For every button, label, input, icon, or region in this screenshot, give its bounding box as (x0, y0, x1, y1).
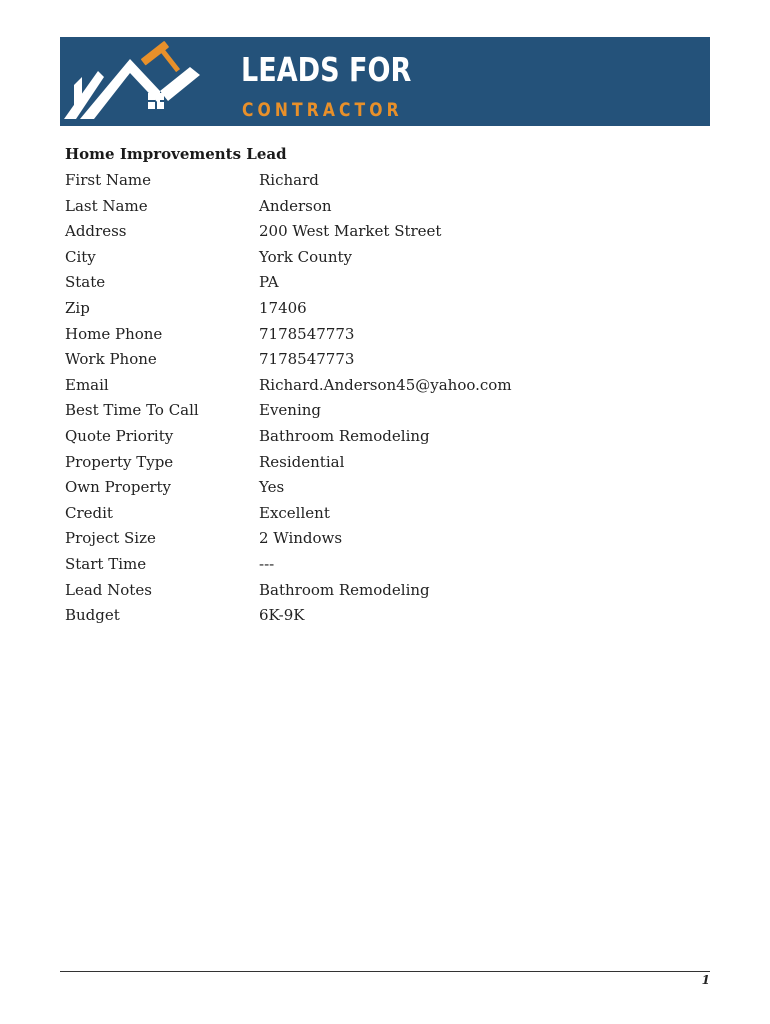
field-value: Yes (259, 478, 285, 497)
field-value: 6K-9K (259, 606, 305, 625)
field-value: Excellent (259, 503, 330, 522)
field-value: Richard.Anderson45@yahoo.com (259, 375, 512, 394)
field-label: Credit (65, 503, 113, 522)
field-value: Evening (259, 401, 322, 420)
field-label: Home Phone (65, 324, 163, 343)
field-label: Email (65, 375, 109, 394)
field-label: Lead Notes (65, 580, 152, 599)
field-label: State (65, 273, 106, 292)
field-label: Start Time (65, 554, 147, 573)
field-value: York County (259, 247, 352, 266)
field-label: Property Type (65, 452, 174, 471)
brand-name-line2: CONTRACTOR (242, 99, 403, 121)
field-value: --- (259, 554, 275, 573)
field-label: Project Size (65, 529, 156, 548)
field-value: Richard (259, 171, 319, 189)
field-value: Anderson (259, 196, 332, 215)
field-value: Bathroom Remodeling (259, 426, 430, 445)
field-label: Best Time To Call (65, 401, 199, 420)
field-label: City (65, 247, 96, 266)
page-number: 1 (701, 973, 710, 987)
brand-name-line1: LEADS FOR (241, 50, 412, 89)
field-label: Address (65, 222, 127, 241)
footer-divider (60, 971, 710, 972)
header-banner (60, 37, 710, 126)
field-value: PA (259, 273, 279, 292)
field-label: Own Property (65, 478, 172, 497)
field-value: 200 West Market Street (259, 222, 442, 241)
field-label: First Name (65, 171, 152, 189)
field-value: 17406 (259, 298, 307, 317)
field-value: 2 Windows (259, 529, 343, 548)
house-hammer-logo-icon (60, 37, 240, 126)
lead-title: Home Improvements Lead (65, 145, 287, 163)
field-label: Quote Priority (65, 426, 174, 445)
field-label: Work Phone (65, 350, 157, 369)
field-label: Budget (65, 606, 120, 625)
field-label: Zip (65, 298, 90, 317)
field-label: Last Name (65, 196, 148, 215)
field-value: 7178547773 (259, 324, 355, 343)
field-value: Bathroom Remodeling (259, 580, 430, 599)
field-value: Residential (259, 452, 345, 471)
field-value: 7178547773 (259, 350, 355, 369)
